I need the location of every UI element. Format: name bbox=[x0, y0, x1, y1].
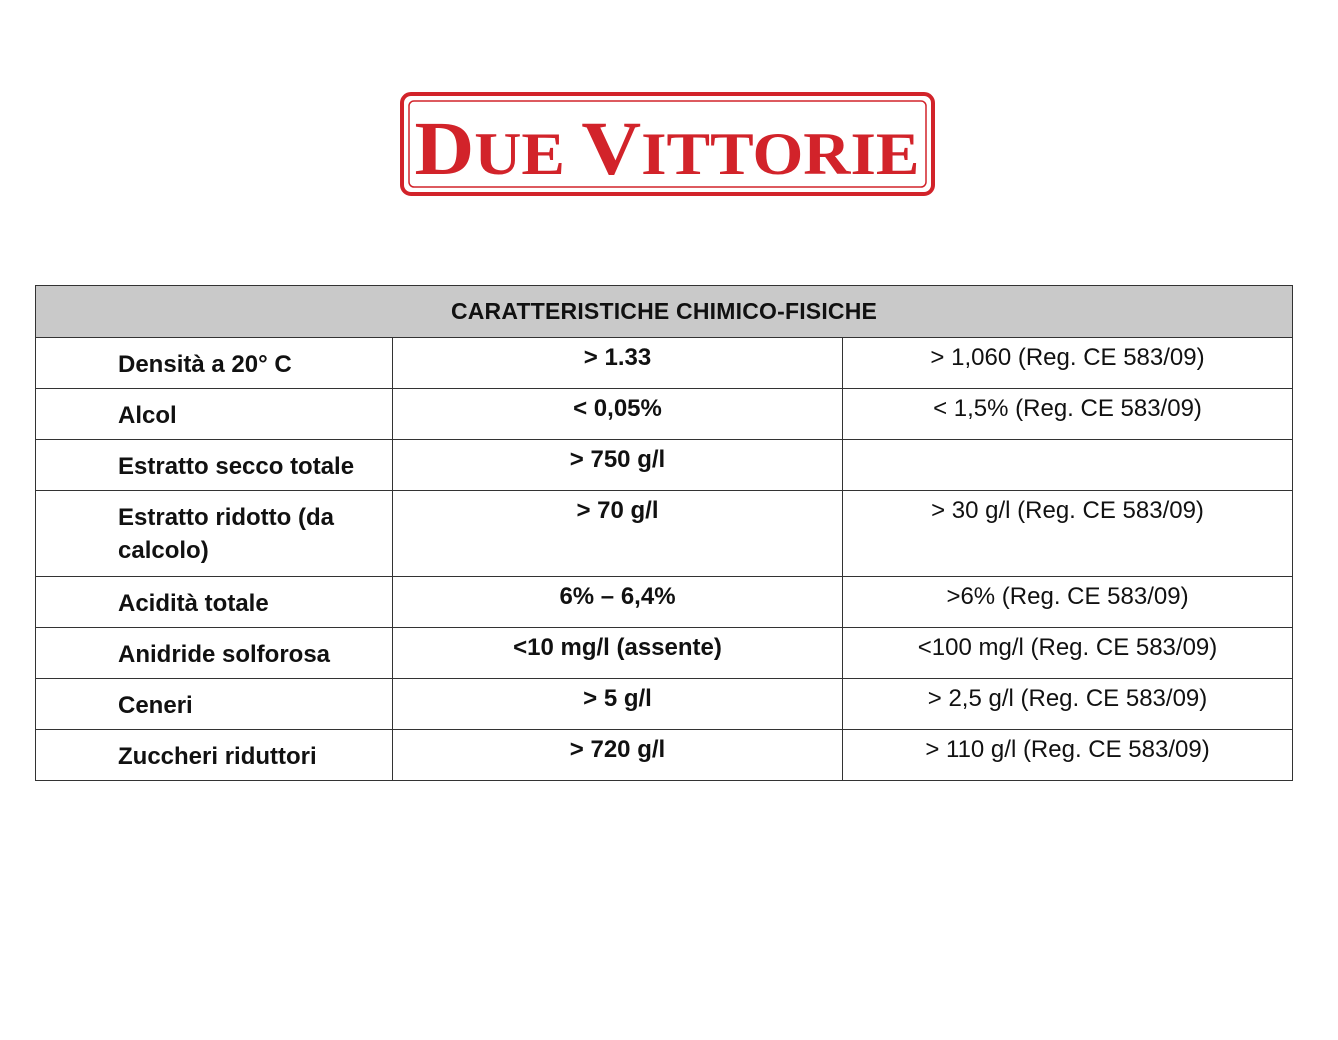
row-label: Estratto secco totale bbox=[36, 440, 393, 491]
row-regulation: > 1,060 (Reg. CE 583/09) bbox=[843, 338, 1293, 389]
table-row bbox=[36, 628, 1293, 679]
row-value: > 70 g/l bbox=[393, 491, 843, 577]
table-row bbox=[36, 389, 1293, 440]
row-value: <10 mg/l (assente) bbox=[393, 628, 843, 679]
row-label: Zuccheri riduttori bbox=[36, 730, 393, 781]
row-value: > 720 g/l bbox=[393, 730, 843, 781]
row-value: < 0,05% bbox=[393, 389, 843, 440]
row-value: > 1.33 bbox=[393, 338, 843, 389]
row-regulation: > 110 g/l (Reg. CE 583/09) bbox=[843, 730, 1293, 781]
table-title: CARATTERISTICHE CHIMICO-FISICHE bbox=[36, 286, 1293, 338]
row-label: Alcol bbox=[36, 389, 393, 440]
row-label: Acidità totale bbox=[36, 577, 393, 628]
logo-graphic bbox=[400, 92, 935, 196]
row-value: > 5 g/l bbox=[393, 679, 843, 730]
row-label: Ceneri bbox=[36, 679, 393, 730]
table-row bbox=[36, 577, 1293, 628]
table-row bbox=[36, 440, 1293, 491]
row-regulation bbox=[843, 440, 1293, 491]
row-regulation: > 30 g/l (Reg. CE 583/09) bbox=[843, 491, 1293, 577]
row-regulation: < 1,5% (Reg. CE 583/09) bbox=[843, 389, 1293, 440]
row-label: Estratto ridotto (da calcolo) bbox=[36, 491, 393, 577]
svg-text:DUE VITTORIE: DUE VITTORIE bbox=[414, 107, 897, 191]
row-regulation: >6% (Reg. CE 583/09) bbox=[843, 577, 1293, 628]
row-value: > 750 g/l bbox=[393, 440, 843, 491]
row-regulation: <100 mg/l (Reg. CE 583/09) bbox=[843, 628, 1293, 679]
row-regulation: > 2,5 g/l (Reg. CE 583/09) bbox=[843, 679, 1293, 730]
due-vittorie-logo bbox=[400, 92, 935, 196]
table-row bbox=[36, 491, 1293, 577]
row-label: Anidride solforosa bbox=[36, 628, 393, 679]
table-row bbox=[36, 679, 1293, 730]
row-label: Densità a 20° C bbox=[36, 338, 393, 389]
table-row bbox=[36, 730, 1293, 781]
chemical-physical-table bbox=[35, 285, 1293, 781]
table-row bbox=[36, 338, 1293, 389]
table-header-row bbox=[36, 286, 1293, 338]
row-value: 6% – 6,4% bbox=[393, 577, 843, 628]
